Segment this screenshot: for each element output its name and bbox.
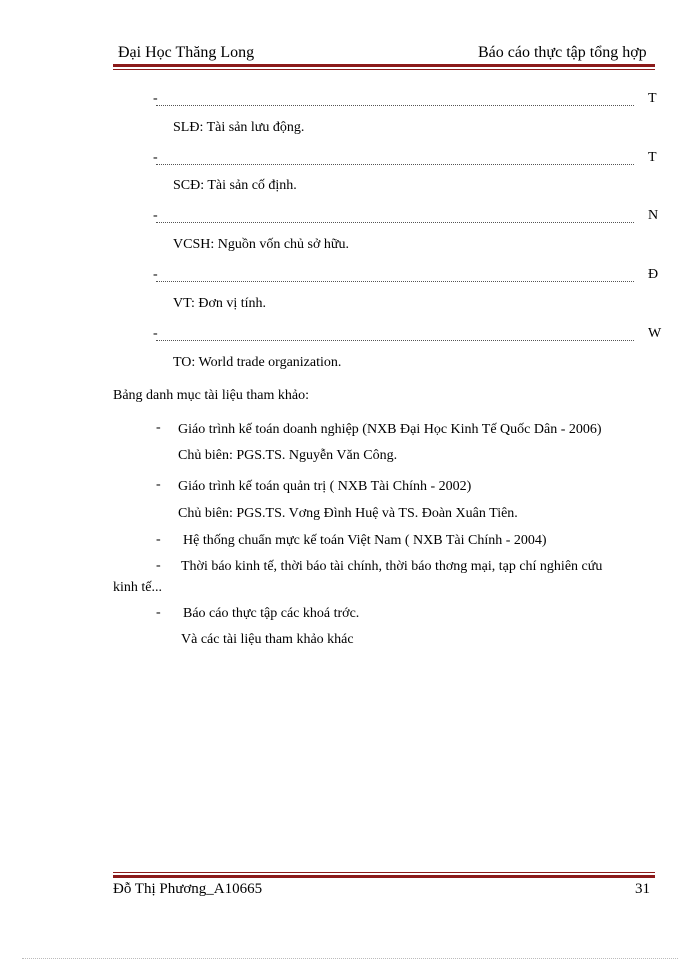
reference-bullet: -	[156, 532, 161, 547]
footer-rule-thick	[113, 875, 655, 878]
references-heading: Bảng danh mục tài liệu tham khảo:	[113, 388, 309, 403]
reference-editor: Chủ biên: PGS.TS. Vơng Đình Huệ và TS. Đoàn Xuân Tiên.	[178, 506, 518, 521]
abbr-dash: -	[153, 208, 158, 223]
dotted-leader	[156, 91, 634, 106]
dotted-leader	[156, 267, 634, 282]
reference-title: Báo cáo thực tập các khoá trớc.	[183, 606, 360, 621]
abbr-dash: -	[153, 326, 158, 341]
abbr-dash: -	[153, 150, 158, 165]
header-right-title: Báo cáo thực tập tổng hợp	[478, 44, 647, 61]
reference-note: Và các tài liệu tham khảo khác	[181, 632, 354, 647]
reference-title: Giáo trình kế toán doanh nghiệp (NXB Đại Học Kinh Tế Quốc Dân - 2006)	[178, 422, 602, 437]
abbr-letter: T	[648, 150, 657, 165]
dotted-leader	[156, 150, 634, 165]
abbr-definition: SLĐ: Tài sản lưu động.	[173, 120, 305, 135]
reference-title: Giáo trình kế toán quản trị ( NXB Tài Chính - 2002)	[178, 479, 472, 494]
abbr-letter: Đ	[648, 267, 659, 282]
abbr-dash: -	[153, 267, 158, 282]
header-rule-thin	[113, 69, 655, 70]
abbr-letter: W	[648, 326, 662, 341]
abbr-definition: VCSH: Nguồn vốn chủ sở hữu.	[173, 237, 349, 252]
header-rule-thick	[113, 64, 655, 67]
abbr-definition: SCĐ: Tài sản cố định.	[173, 178, 297, 193]
page-bottom-border	[22, 958, 678, 959]
header-left-title: Đại Học Thăng Long	[118, 44, 255, 61]
reference-continuation: kinh tế...	[113, 580, 162, 595]
dotted-leader	[156, 326, 634, 341]
abbr-definition: TO: World trade organization.	[173, 355, 342, 370]
footer-author: Đỗ Thị Phương_A10665	[113, 881, 263, 897]
reference-title: Thời báo kinh tế, thời báo tài chính, thời báo thơng mại, tạp chí nghiên cứu	[181, 559, 603, 574]
footer-page-number: 31	[635, 881, 650, 897]
reference-bullet: -	[156, 420, 161, 435]
reference-bullet: -	[156, 558, 161, 573]
abbr-letter: N	[648, 208, 659, 223]
abbr-dash: -	[153, 91, 158, 106]
reference-bullet: -	[156, 605, 161, 620]
abbr-letter: T	[648, 91, 657, 106]
dotted-leader	[156, 208, 634, 223]
footer-rule-thin	[113, 872, 655, 873]
reference-bullet: -	[156, 477, 161, 492]
abbr-definition: VT: Đơn vị tính.	[173, 296, 267, 311]
reference-title: Hệ thống chuẩn mực kế toán Việt Nam ( NXB Tài Chính - 2004)	[183, 533, 547, 548]
reference-editor: Chủ biên: PGS.TS. Nguyễn Văn Công.	[178, 448, 398, 463]
